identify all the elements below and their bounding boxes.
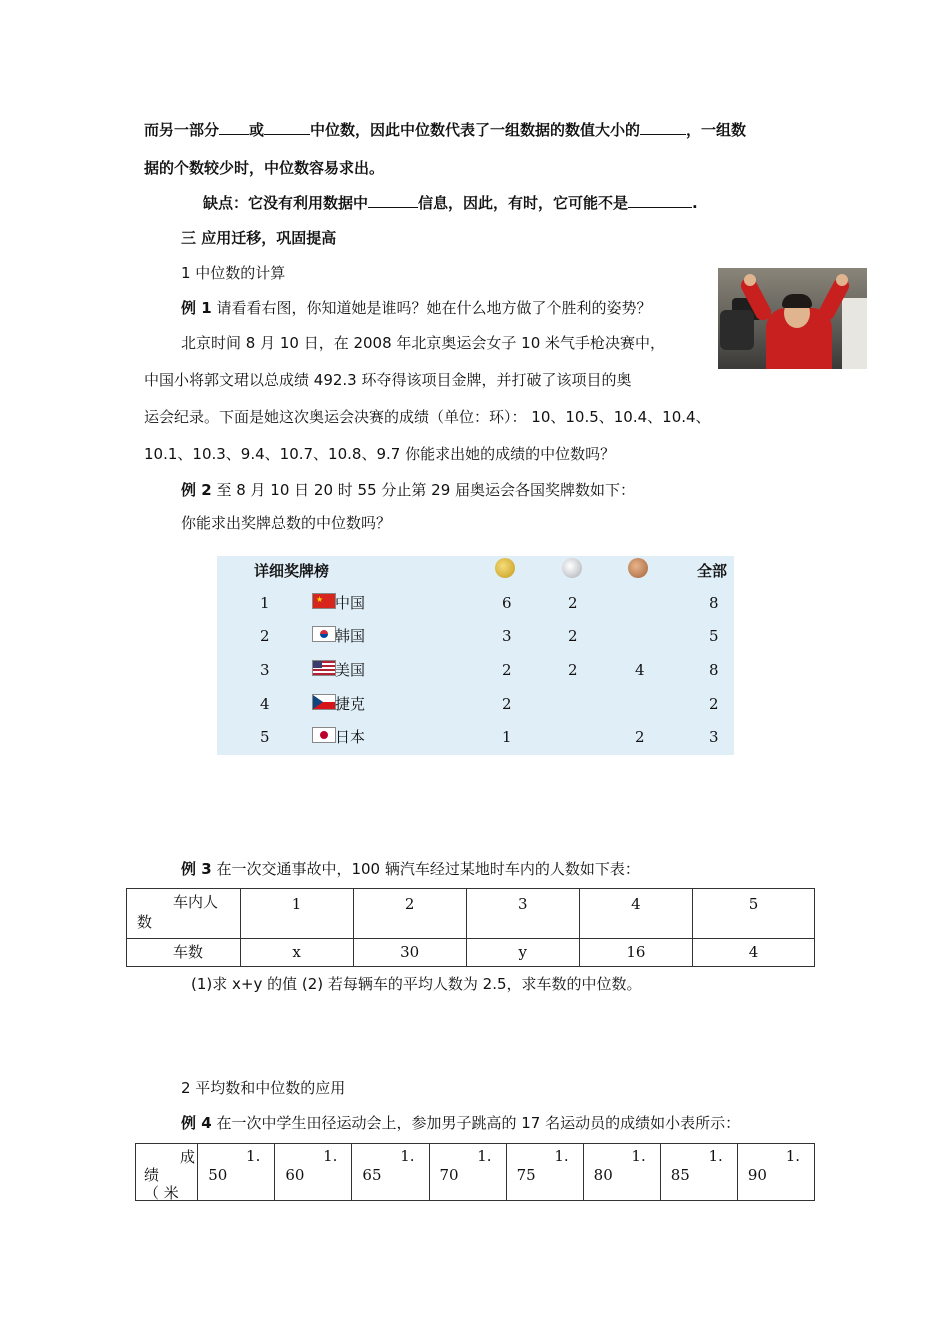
usa-flag-icon bbox=[312, 660, 336, 676]
fill-blank[interactable] bbox=[219, 120, 249, 135]
car-occupancy-table bbox=[126, 888, 815, 967]
table-cell: 4 bbox=[692, 939, 814, 967]
example-1-line: 中国小将郭文珺以总成绩 492.3 环夺得该项目金牌，并打破了该项目的奥 bbox=[144, 371, 632, 389]
silver-medal-icon bbox=[562, 558, 582, 578]
high-jump-table bbox=[135, 1143, 815, 1201]
text: 缺点：它没有利用数据中 bbox=[203, 194, 369, 212]
japan-flag-icon bbox=[312, 727, 336, 743]
row-header-cell bbox=[136, 1144, 198, 1201]
text: 信息，因此，有时，它可能不是 bbox=[418, 194, 629, 212]
cell-bottom: 75 bbox=[516, 1166, 536, 1184]
subsection-title: 1 中位数的计算 bbox=[181, 264, 286, 282]
row-header: （ 米 bbox=[144, 1184, 179, 1202]
table-cell: 3 bbox=[466, 889, 579, 939]
table-cell bbox=[660, 1144, 737, 1201]
cell-bottom: 80 bbox=[593, 1166, 613, 1184]
row-header: 车内人 bbox=[173, 893, 219, 911]
medal-table bbox=[217, 556, 734, 755]
para-line-3 bbox=[203, 192, 698, 213]
text: 或 bbox=[249, 121, 265, 139]
country: 美国 bbox=[335, 661, 366, 679]
gold-count: 2 bbox=[502, 661, 512, 679]
table-cell bbox=[583, 1144, 660, 1201]
total-count: 8 bbox=[709, 661, 719, 679]
example-4-line bbox=[181, 1112, 740, 1133]
text: 而另一部分 bbox=[144, 121, 220, 139]
example-1-line: 10.1、10.3、9.4、10.7、10.8、9.7 你能求出她的成绩的中位数吗？ bbox=[144, 445, 616, 463]
text: . bbox=[692, 194, 698, 212]
cell-top: 1. bbox=[400, 1147, 415, 1165]
bronze-medal-icon bbox=[628, 558, 648, 578]
table-cell: 5 bbox=[692, 889, 814, 939]
table-cell: 4 bbox=[579, 889, 692, 939]
table-cell: 2 bbox=[353, 889, 466, 939]
total-count: 2 bbox=[709, 695, 719, 713]
gold-count: 2 bbox=[502, 695, 512, 713]
rank: 1 bbox=[260, 594, 270, 612]
row-header: 绩 bbox=[144, 1166, 160, 1184]
cell-top: 1. bbox=[246, 1147, 261, 1165]
example-1-question bbox=[181, 297, 651, 318]
rank: 5 bbox=[260, 728, 270, 746]
example-1-line: 运会纪录。下面是她这次奥运会决赛的成绩（单位：环）： 10、10.5、10.4、10.4、 bbox=[144, 408, 711, 426]
text: ，一组数 bbox=[686, 121, 747, 139]
fill-blank[interactable] bbox=[640, 120, 686, 135]
silver-count: 2 bbox=[568, 594, 578, 612]
text: 在一次交通事故中，100 辆汽车经过某地时车内的人数如下表： bbox=[216, 860, 640, 878]
para-line-1 bbox=[144, 119, 746, 140]
cell-top: 1. bbox=[631, 1147, 646, 1165]
rank: 2 bbox=[260, 627, 270, 645]
gold-medal-icon bbox=[495, 558, 515, 578]
row-header: 车数 bbox=[127, 939, 241, 967]
row-header: 数 bbox=[137, 913, 153, 931]
table-cell: 1 bbox=[240, 889, 353, 939]
czech-flag-icon bbox=[312, 694, 336, 710]
fill-blank[interactable] bbox=[628, 193, 692, 208]
country: 韩国 bbox=[335, 627, 366, 645]
example-1-line: 北京时间 8 月 10 日，在 2008 年北京奥运会女子 10 米气手枪决赛中， bbox=[181, 334, 666, 352]
cell-bottom: 70 bbox=[439, 1166, 459, 1184]
example-2-line: 你能求出奖牌总数的中位数吗？ bbox=[181, 514, 392, 532]
text: 中位数，因此中位数代表了一组数据的数值大小的 bbox=[310, 121, 641, 139]
total-count: 8 bbox=[709, 594, 719, 612]
cell-bottom: 65 bbox=[362, 1166, 382, 1184]
example-3-line bbox=[181, 858, 640, 879]
table-cell bbox=[737, 1144, 814, 1201]
example-3-question: (1)求 x+y 的值 (2) 若每辆车的平均人数为 2.5，求车数的中位数。 bbox=[191, 975, 642, 993]
example-2-line bbox=[181, 479, 635, 500]
fill-blank[interactable] bbox=[368, 193, 418, 208]
table-cell bbox=[275, 1144, 352, 1201]
table-cell bbox=[198, 1144, 275, 1201]
bronze-count: 4 bbox=[635, 661, 645, 679]
table-cell bbox=[429, 1144, 506, 1201]
cell-top: 1. bbox=[323, 1147, 338, 1165]
subsection-title: 2 平均数和中位数的应用 bbox=[181, 1079, 346, 1097]
cell-bottom: 85 bbox=[670, 1166, 690, 1184]
total-count: 5 bbox=[709, 627, 719, 645]
text: 至 8 月 10 日 20 时 55 分止第 29 届奥运会各国奖牌数如下： bbox=[216, 481, 636, 499]
cell-top: 1. bbox=[477, 1147, 492, 1165]
cell-top: 1. bbox=[785, 1147, 800, 1165]
row-header: 成 bbox=[180, 1148, 196, 1166]
silver-count: 2 bbox=[568, 661, 578, 679]
total-header: 全部 bbox=[697, 562, 728, 580]
table-cell bbox=[352, 1144, 429, 1201]
korea-flag-icon bbox=[312, 626, 336, 642]
table-cell: y bbox=[466, 939, 579, 967]
example-label: 例 2 bbox=[181, 481, 212, 499]
cell-bottom: 90 bbox=[747, 1166, 767, 1184]
total-count: 3 bbox=[709, 728, 719, 746]
silver-count: 2 bbox=[568, 627, 578, 645]
cell-bottom: 60 bbox=[285, 1166, 305, 1184]
para-line-2: 据的个数较少时，中位数容易求出。 bbox=[144, 159, 385, 177]
table-cell: x bbox=[240, 939, 353, 967]
athlete-photo bbox=[718, 268, 867, 369]
cell-top: 1. bbox=[708, 1147, 723, 1165]
china-flag-icon: ★ bbox=[312, 593, 336, 609]
table-cell: 30 bbox=[353, 939, 466, 967]
example-label: 例 3 bbox=[181, 860, 212, 878]
text: 在一次中学生田径运动会上，参加男子跳高的 17 名运动员的成绩如小表所示： bbox=[216, 1114, 741, 1132]
example-label: 例 1 bbox=[181, 299, 212, 317]
text: 请看看右图，你知道她是谁吗？她在什么地方做了个胜利的姿势？ bbox=[216, 299, 652, 317]
cell-bottom: 50 bbox=[208, 1166, 228, 1184]
bronze-count: 2 bbox=[635, 728, 645, 746]
row-header-cell bbox=[127, 889, 241, 939]
cell-top: 1. bbox=[554, 1147, 569, 1165]
gold-count: 3 bbox=[502, 627, 512, 645]
table-cell: 16 bbox=[579, 939, 692, 967]
example-label: 例 4 bbox=[181, 1114, 212, 1132]
rank: 4 bbox=[260, 695, 270, 713]
fill-blank[interactable] bbox=[264, 120, 310, 135]
country: 日本 bbox=[335, 728, 366, 746]
country: 中国 bbox=[335, 594, 366, 612]
country: 捷克 bbox=[335, 695, 366, 713]
gold-count: 1 bbox=[502, 728, 512, 746]
rank: 3 bbox=[260, 661, 270, 679]
section-title: 三 应用迁移，巩固提高 bbox=[181, 229, 337, 247]
gold-count: 6 bbox=[502, 594, 512, 612]
table-cell bbox=[506, 1144, 583, 1201]
medal-table-title: 详细奖牌榜 bbox=[254, 562, 330, 580]
